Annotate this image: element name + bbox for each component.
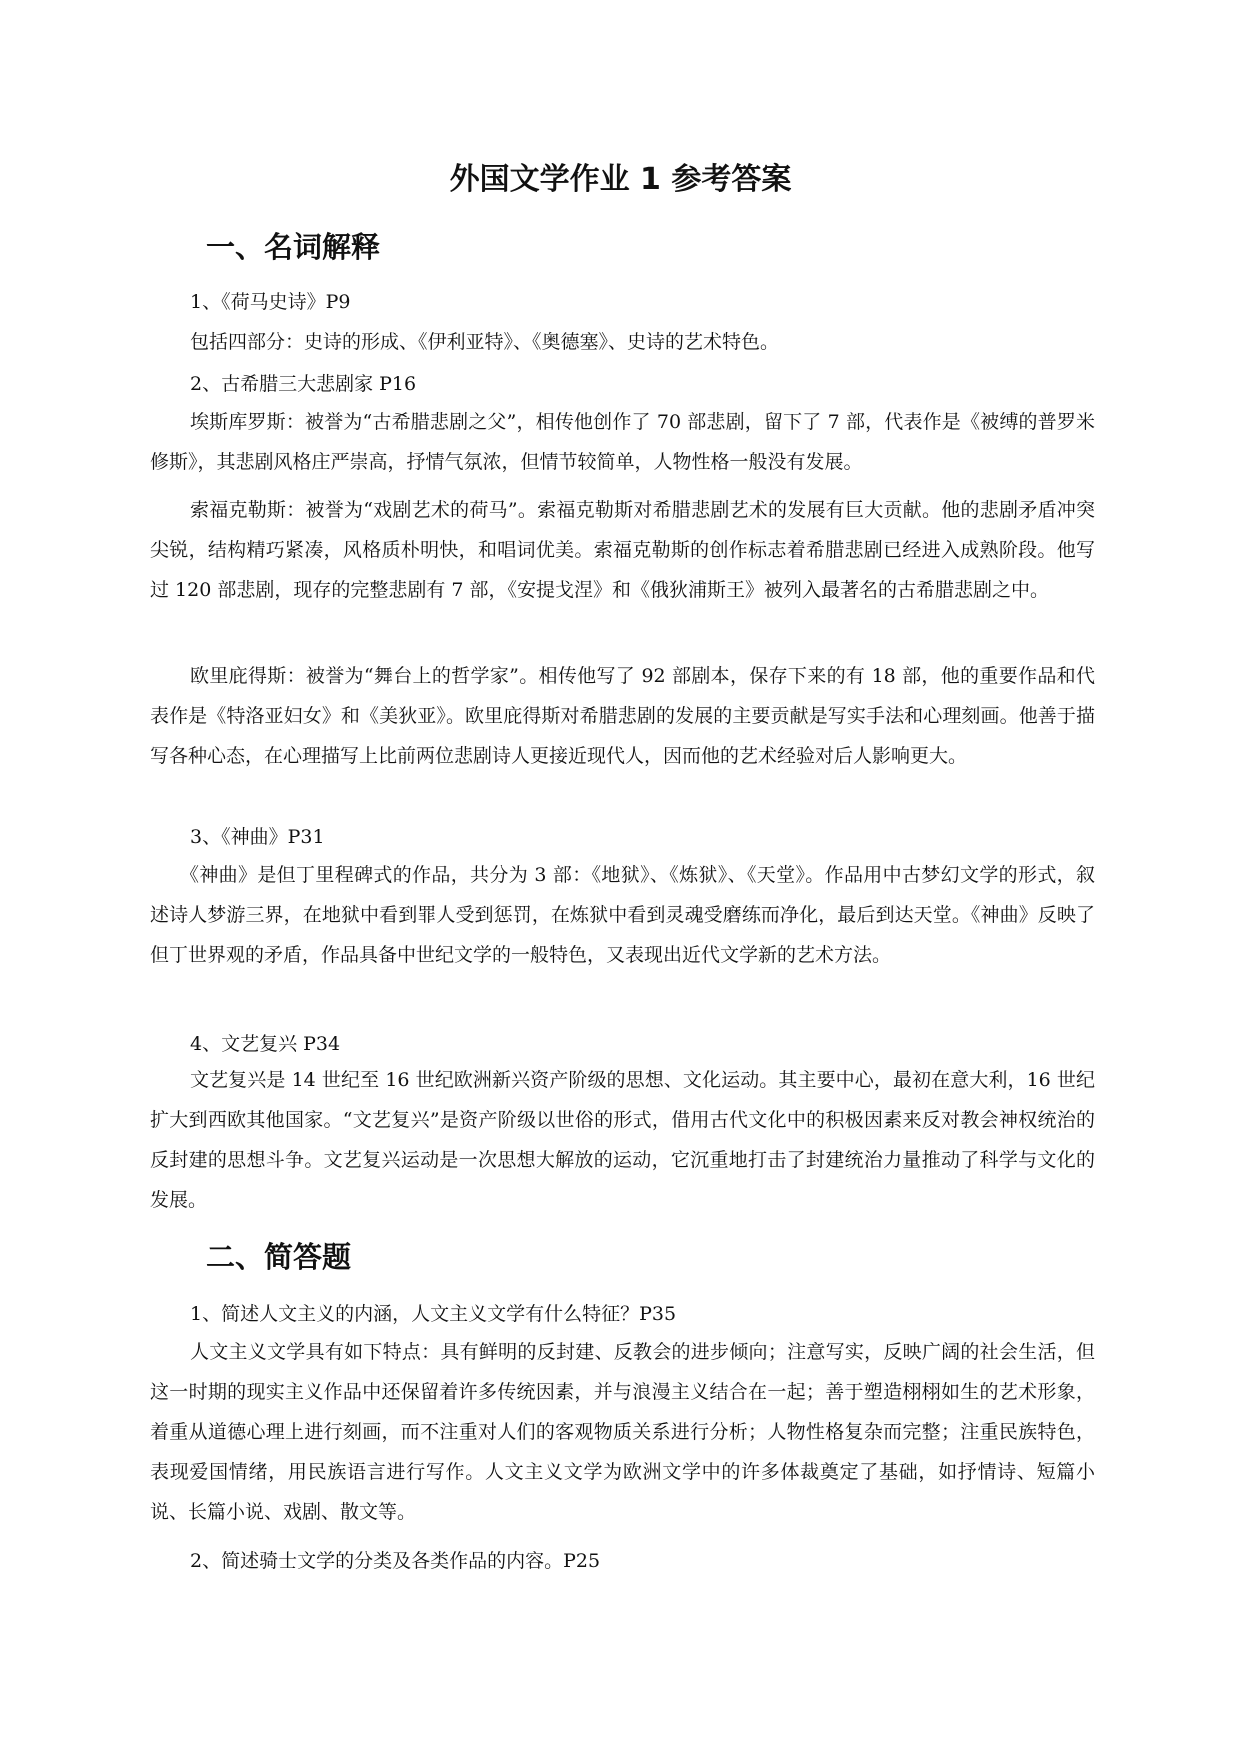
paragraph-divine-comedy: 《神曲》是但丁里程碑式的作品，共分为 3 部：《地狱》、《炼狱》、《天堂》。作品用中古梦幻文学的形式，叙述诗人梦游三界，在地狱中看到罪人受到惩罚，在炼狱中看到灵魂受磨练而净化，最后到达天堂。《神曲》反映了但丁世界观的矛盾，作品具备中世纪文学的一般特色，又表现出近代文学新的艺术方法。 xyxy=(150,864,1095,966)
item-heading-renaissance: 4、文艺复兴 P34 xyxy=(190,1033,341,1055)
paragraph-aeschylus: 埃斯库罗斯：被誉为“古希腊悲剧之父”，相传他创作了 70 部悲剧，留下了 7 部，代表作是《被缚的普罗米修斯》，其悲剧风格庄严崇高，抒情气氛浓，但情节较简单，人物性格一般没有发展。 xyxy=(150,411,1095,473)
item-heading-divine-comedy: 3、《神曲》P31 xyxy=(190,826,325,848)
paragraph-humanism: 人文主义文学具有如下特点：具有鲜明的反封建、反教会的进步倾向；注意写实，反映广阔的社会生活，但这一时期的现实主义作品中还保留着许多传统因素，并与浪漫主义结合在一起；善于塑造栩栩如生的艺术形象，着重从道德心理上进行刻画，而不注重对人们的客观物质关系进行分析；人物性格复杂而完整；注重民族特色，表现爱国情绪，用民族语言进行写作。人文主义文学为欧洲文学中的许多体裁奠定了基础，如抒情诗、短篇小说、长篇小说、戏剧、散文等。 xyxy=(150,1341,1095,1523)
item-heading-homer: 1、《荷马史诗》P9 xyxy=(190,291,351,313)
paragraph-homer: 包括四部分：史诗的形成、《伊利亚特》、《奥德塞》、史诗的艺术特色。 xyxy=(190,331,780,353)
item-heading-chivalric-literature: 2、简述骑士文学的分类及各类作品的内容。P25 xyxy=(190,1550,601,1572)
item-heading-humanism: 1、简述人文主义的内涵，人文主义文学有什么特征？P35 xyxy=(190,1303,677,1325)
section-heading-terms: 一、名词解释 xyxy=(206,230,381,264)
document-title: 外国文学作业 1 参考答案 xyxy=(449,162,792,197)
paragraph-euripides: 欧里庇得斯：被誉为“舞台上的哲学家”。相传他写了 92 部剧本，保存下来的有 18 部，他的重要作品和代表作是《特洛亚妇女》和《美狄亚》。欧里庇得斯对希腊悲剧的发展的主要贡献是写实手法和心理刻画。他善于描写各种心态，在心理描写上比前两位悲剧诗人更接近现代人，因而他的艺术经验对后人影响更大。 xyxy=(150,665,1095,767)
paragraph-sophocles: 索福克勒斯：被誉为“戏剧艺术的荷马”。索福克勒斯对希腊悲剧艺术的发展有巨大贡献。他的悲剧矛盾冲突尖锐，结构精巧紧凑，风格质朴明快，和唱词优美。索福克勒斯的创作标志着希腊悲剧已经进入成熟阶段。他写过 120 部悲剧，现存的完整悲剧有 7 部，《安提戈涅》和《俄狄浦斯王》被列入最著名的古希腊悲剧之中。 xyxy=(150,499,1095,601)
paragraph-renaissance: 文艺复兴是 14 世纪至 16 世纪欧洲新兴资产阶级的思想、文化运动。其主要中心，最初在意大利，16 世纪扩大到西欧其他国家。“文艺复兴”是资产阶级以世俗的形式，借用古代文化中的积极因素来反对教会神权统治的反封建的思想斗争。文艺复兴运动是一次思想大解放的运动，它沉重地打击了封建统治力量推动了科学与文化的发展。 xyxy=(150,1069,1095,1211)
item-heading-tragedians: 2、古希腊三大悲剧家 P16 xyxy=(190,373,417,395)
section-heading-short-answer: 二、简答题 xyxy=(206,1240,352,1274)
